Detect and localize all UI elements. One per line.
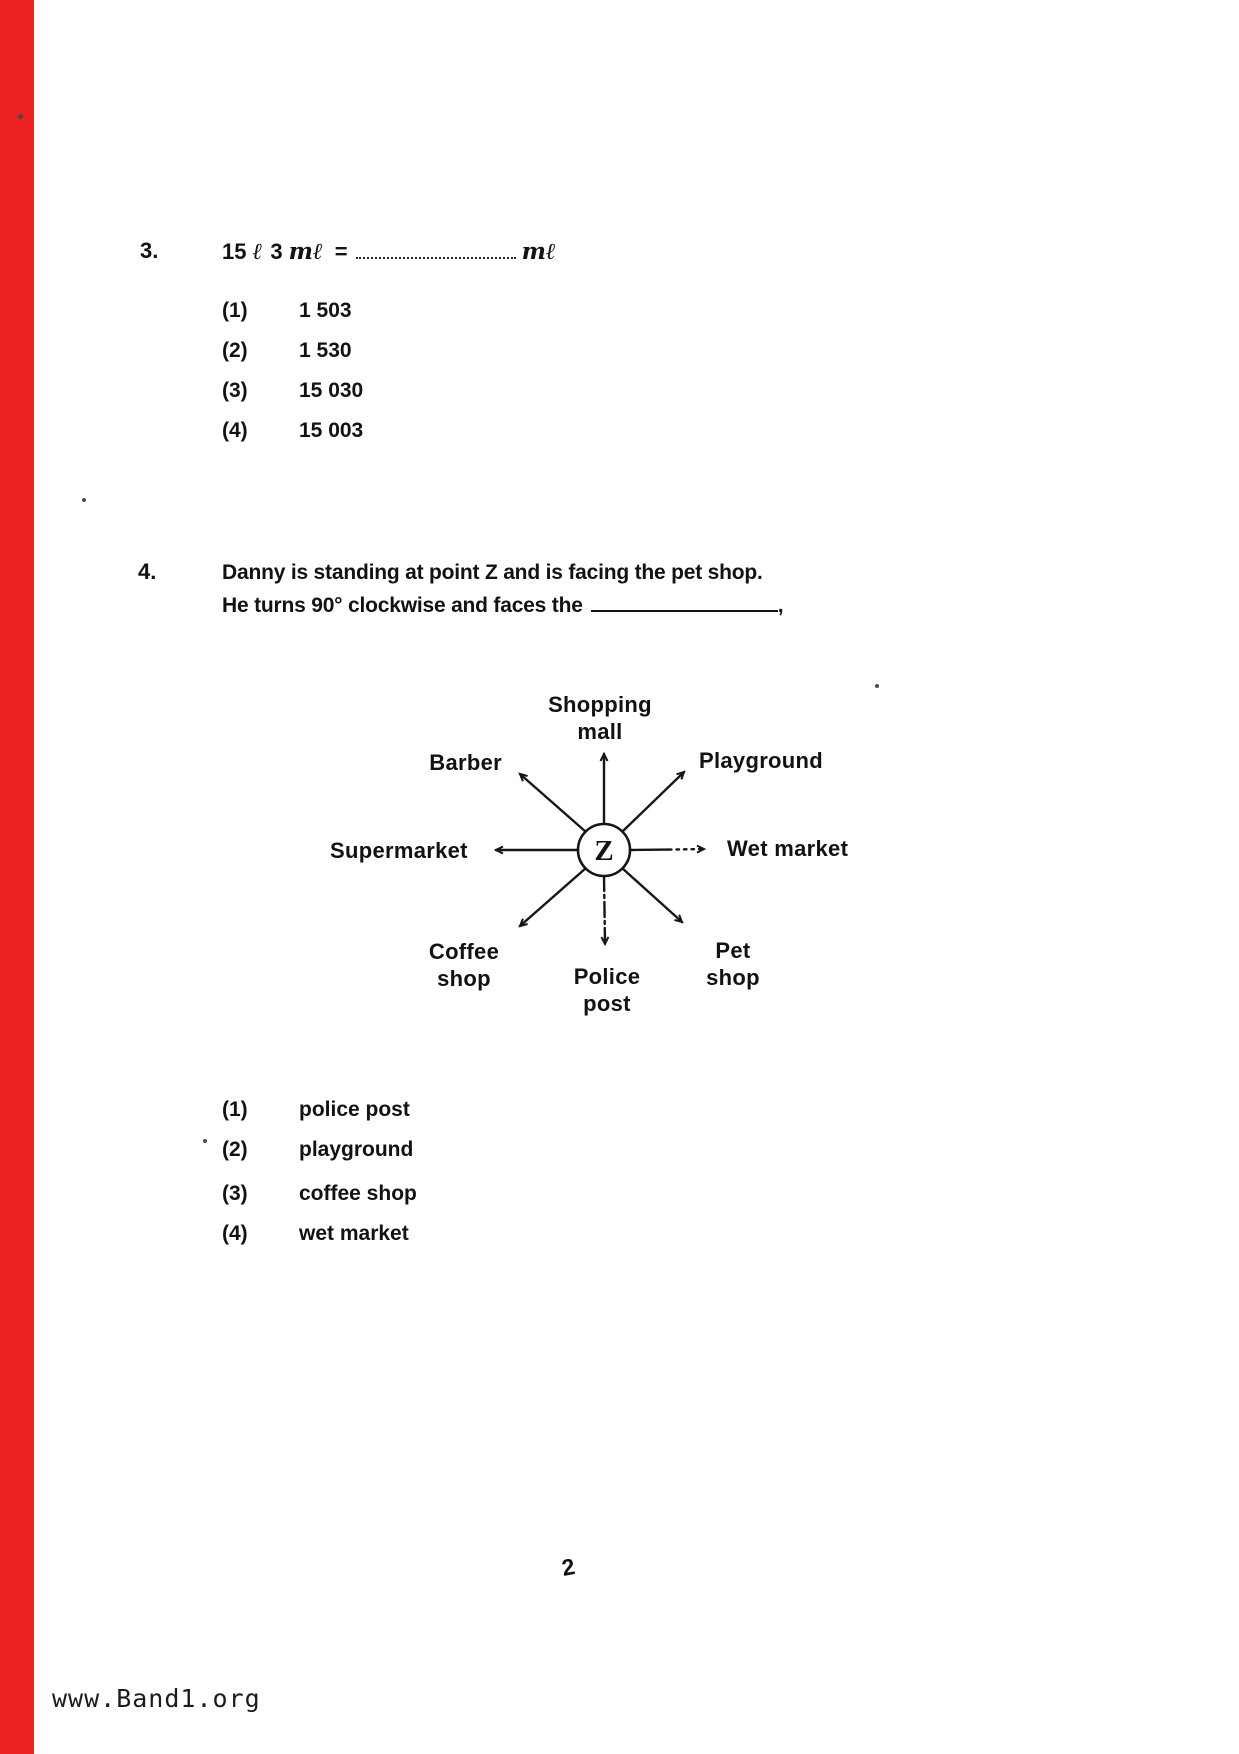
scan-speck: [82, 498, 86, 502]
watermark-url: www.Band1.org: [52, 1684, 261, 1713]
arrow-east: [669, 849, 704, 850]
option-text: 1 530: [299, 339, 352, 362]
option-text: coffee shop: [299, 1182, 417, 1205]
label-coffee-shop: [410, 938, 518, 992]
label-wet-market: [727, 835, 848, 862]
label-shopping-mall: [535, 691, 665, 745]
q4-option-1: [222, 1098, 410, 1122]
q3-value-litres: 15: [222, 239, 247, 264]
option-text: 15 003: [299, 419, 364, 442]
label-supermarket: [330, 837, 468, 864]
q4-number: 4.: [138, 559, 157, 584]
equals-sign: =: [334, 239, 348, 264]
label-playground: [699, 747, 823, 774]
option-number: (2): [222, 1138, 248, 1161]
label-pet-shop: [680, 937, 786, 991]
scan-speck: [18, 114, 23, 119]
q3-stem: [222, 238, 564, 265]
option-number: (4): [222, 1222, 248, 1245]
arrow-southeast: [622, 868, 682, 922]
label-police-post: [553, 963, 661, 1017]
arrow-northeast: [623, 772, 684, 831]
label-line: Playground: [699, 748, 824, 773]
q3-value-ml: 3: [270, 239, 283, 264]
option-number: (3): [222, 379, 248, 402]
q3-unit-ml: mℓ: [288, 238, 323, 265]
page-number: 2: [559, 1553, 577, 1581]
q4-line-1: Danny is standing at point Z and is facing the pet shop.: [222, 561, 763, 584]
arrow-southwest: [520, 868, 586, 926]
q3-option-1: [222, 299, 352, 323]
label-line: post: [583, 991, 631, 1016]
q3-option-3: [222, 379, 363, 403]
label-line: shop: [706, 965, 760, 990]
label-line: Pet: [715, 938, 751, 963]
label-line: Supermarket: [330, 838, 468, 863]
option-text: playground: [299, 1138, 414, 1161]
q3-option-2: [222, 339, 352, 363]
label-line: Police: [573, 964, 641, 989]
option-text: police post: [299, 1098, 410, 1121]
option-text: 15 030: [299, 379, 364, 402]
center-label: Z: [594, 835, 614, 867]
q4-answer-blank: [591, 595, 778, 612]
q4-option-3: [222, 1182, 417, 1206]
scan-speck: [875, 684, 879, 688]
option-number: (2): [222, 339, 248, 362]
label-line: Barber: [429, 750, 502, 775]
q4-option-4: [222, 1222, 409, 1246]
label-line: Coffee: [428, 939, 500, 964]
option-number: (1): [222, 299, 248, 322]
label-line: Shopping: [548, 692, 652, 717]
label-line: mall: [577, 719, 623, 744]
scan-speck: [203, 1139, 207, 1143]
q3-option-4: [222, 419, 363, 443]
q4-option-2: [222, 1138, 413, 1162]
arrow-northwest: [520, 774, 586, 832]
arrow-south: [604, 876, 605, 944]
q3-number: 3.: [140, 238, 159, 263]
q4-line-2: [222, 594, 783, 618]
option-text: wet market: [299, 1222, 409, 1245]
option-number: (1): [222, 1098, 248, 1121]
label-barber: [410, 749, 502, 776]
q4-line-2-comma: ,: [777, 594, 784, 617]
q4-line-2-text: He turns 90° clockwise and faces the: [222, 594, 583, 617]
label-line: shop: [437, 966, 491, 991]
q3-answer-blank: [356, 242, 516, 259]
option-number: (4): [222, 419, 248, 442]
option-number: (3): [222, 1182, 248, 1205]
label-line: Wet market: [727, 836, 849, 861]
q3-suffix-unit: mℓ: [521, 238, 556, 265]
option-text: 1 503: [299, 299, 352, 322]
q3-unit-litre: ℓ: [252, 238, 263, 265]
